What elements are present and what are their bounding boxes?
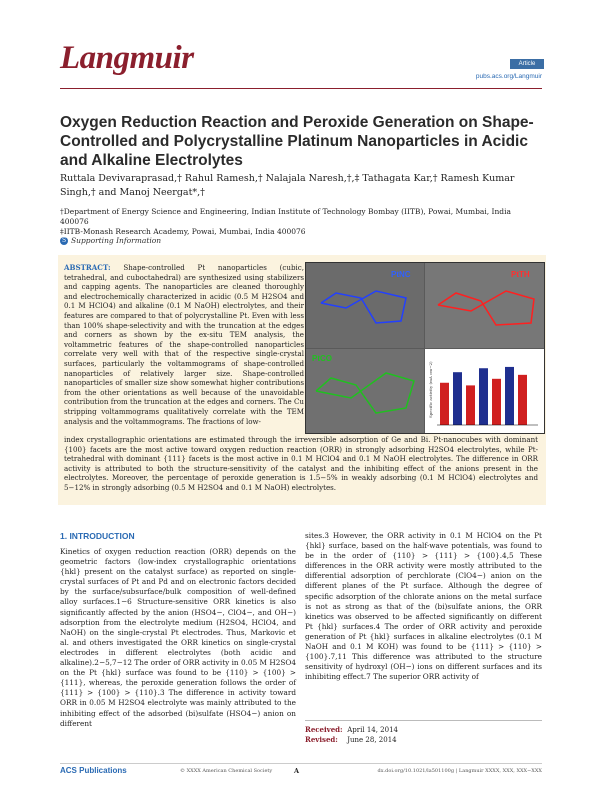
toc-bar — [440, 383, 449, 425]
toc-svg — [306, 263, 544, 433]
toc-bar — [518, 375, 527, 425]
revised-row — [305, 735, 542, 745]
toc-label-ptth: PtTH — [511, 270, 530, 279]
received-label: Received: — [305, 725, 343, 734]
toc-label-ptco: PtCO — [312, 354, 332, 363]
toc-bar — [492, 379, 501, 425]
affiliation-2: ‡IITB-Monash Research Academy, Powai, Mumbai, India 400076 — [60, 227, 306, 236]
abstract-body-1: Shape-controlled Pt nanoparticles (cubic, tetrahedral, and cuboctahedral) are synthesized using stabilizers and capping agents. The nanoparticles are cleaned thoroughly and electrochemically characterized in acidic (0.5 M H2SO4 and 0.1 M HClO4) and alkaline (0.1 M NaOH) electrolytes, and their features are compared to that of polycrystalline Pt. Even with less than 100% shape-selectivity and with the truncation at the edges and corners as shown by the ex-situ TEM analysis, the voltammetric features of the shape-controlled nanoparticles correlate very well with that of the respective single-crystal surfaces, particularly the voltammograms of shape-controlled nanoparticles of relatively larger size. Shape-controlled nanoparticles of smaller size show somewhat higher contributions from the other orientations as well because of the unavoidable contribution from the truncation at the edges and corners. The Cu stripping voltammograms qualitatively correlate with the TEM analysis and the voltammograms. The fractions of low- — [64, 263, 304, 426]
toc-graphic — [305, 262, 545, 434]
dates-rule — [305, 720, 542, 721]
revised-label: Revised: — [305, 735, 338, 744]
body-column-left: Kinetics of oxygen reduction reaction (ORR) depends on the geometric factors (low-index crystallographic orientations {hkl} present on the catalyst surface) as reported on single-crystal surfaces of Pt and Pd and on electronic factors decided by the surface/subsurface/bulk composition of well-defined alloy surfaces.1−6 Structure-sensitive ORR kinetics is also significantly affected by the anion (HSO4−, ClO4−, and OH−) adsorption from the electrolyte medium (H2SO4, HClO4, and NaOH) on the single-crystal Pt electrodes. Thus, Markovic et al. and others investigated the ORR kinetics on single-crystal electrodes in different electrolytes (both acidic and alkaline).2−5,7−12 The order of ORR activity in 0.05 M H2SO4 on the Pt {hkl} surface was found to be {110} > {100} > {111}, whereas, the peroxide generation follows the order of {111} > {100} > {110}.3 The difference in activity toward ORR in 0.05 M H2SO4 electrolyte was mainly attributed to the inhibiting effect of the adsorbed (bi)sulfate (HSO4−) anion on different — [60, 547, 296, 728]
author-list: Ruttala Devivaraprasad,† Rahul Ramesh,† Nalajala Naresh,†,‡ Tathagata Kar,† Ramesh Kumar Singh,† and Manoj Neergat*,† — [60, 173, 515, 198]
publisher-logo: ACS Publications — [60, 766, 127, 775]
affiliation-1: †Department of Energy Science and Engineering, Indian Institute of Technology Bombay (IITB), Powai, Mumbai, India 400076 — [60, 207, 511, 226]
footer-rule — [60, 763, 542, 764]
supporting-info-label: Supporting Information — [71, 236, 162, 245]
doi-line[interactable]: dx.doi.org/10.1021/la501100g | Langmuir XXXX, XXX, XXX−XXX — [377, 768, 542, 774]
page-number: A — [294, 767, 300, 775]
journal-logo: Langmuir — [60, 40, 194, 76]
article-type-badge: Article — [510, 59, 544, 69]
body-column-right: sites.3 However, the ORR activity in 0.1 M HClO4 on the Pt {hkl} surface, based on the half-wave potentials, was found to be in the order of {110} > {111} > {100}.4,5 These differences in the ORR activity were mostly attributed to the differential adsorption of perchlorate (ClO4−) anion on the different planes of the Pt surface. Although the degree of specific adsorption of the chlorate anions on the metal surface is not as strong as that of the (bi)sulfate anions, the ORR kinetics was observed to be affected significantly on different Pt {hkl} surfaces.4 The order of ORR activity and peroxide generation of Pt {hkl} surfaces in alkaline electrolytes (0.1 M NaOH and 0.1 M KOH) was found to be {111} > {110} > {100}.7,11 This difference was attributed to the structure sensitivity of hydroxyl (OH−) ions on different surfaces and its inhibiting effect.7 The superior ORR activity of — [305, 531, 542, 682]
received-row — [305, 725, 542, 735]
journal-url[interactable]: pubs.acs.org/Langmuir — [475, 73, 542, 80]
toc-label-ptnc: PtNC — [391, 270, 411, 279]
abstract-text-top — [64, 263, 304, 426]
affiliations — [60, 207, 540, 237]
revised-date: June 28, 2014 — [347, 736, 397, 744]
article-title: Oxygen Reduction Reaction and Peroxide Generation on Shape-Controlled and Polycrystalline Platinum Nanoparticles in Acidic and Alkaline Electrolytes — [60, 114, 534, 169]
article-dates — [305, 725, 542, 745]
header-rule — [60, 88, 542, 89]
copyright: © XXXX American Chemical Society — [180, 768, 273, 774]
supporting-info-icon: S — [61, 237, 67, 244]
toc-bar — [505, 367, 514, 425]
toc-bar — [479, 368, 488, 425]
toc-bar — [466, 385, 475, 425]
section-heading: 1. INTRODUCTION — [60, 531, 135, 541]
received-date: April 14, 2014 — [347, 726, 398, 734]
supporting-info-link[interactable] — [60, 236, 161, 245]
toc-chart-ylabel: Specific activity (mA cm−2) — [428, 361, 433, 418]
abstract-text-bottom: index crystallographic orientations are estimated through the irreversible adsorption of Ge and Bi. Pt-nanocubes with dominant {100} facets are the most active toward oxygen reduction reaction (ORR) in strongly adsorbing H2SO4 electrolytes, while Pt-tetrahedral with dominant {111} facets is the most active in 0.1 M HClO4 and 0.1 M NaOH electrolytes. The difference in ORR activity is attributed to both the structure-sensitivity of the catalyst and the inhibiting effect of the anions present in the electrolytes. Moreover, the percentage of peroxide generation is 1.5−5% in weakly adsorbing (0.1 M HClO4) electrolytes and 5−12% in strongly adsorbing (0.5 M H2SO4 and 0.1 M NaOH) electrolytes. — [64, 435, 538, 492]
abstract-label: ABSTRACT: — [64, 263, 111, 272]
toc-bar — [453, 372, 462, 425]
